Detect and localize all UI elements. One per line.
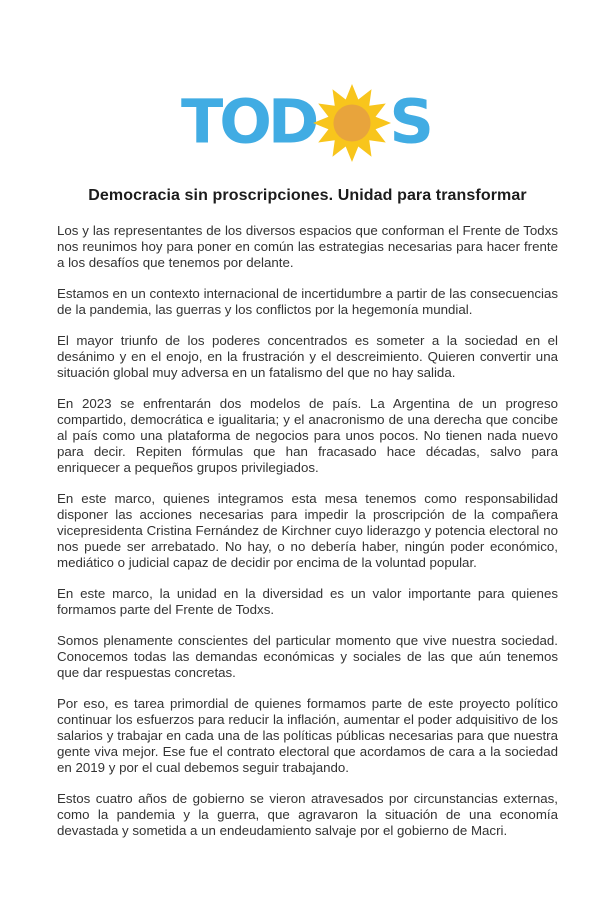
logo-text-after-sun: S bbox=[389, 85, 435, 158]
paragraph-6: En este marco, la unidad en la diversidad es un valor importante para quienes formamos parte del Frente de Todxs. bbox=[57, 586, 558, 617]
paragraph-2: Estamos en un contexto internacional de incertidumbre a partir de las consecuencias de la pandemia, las guerras y los conflictos por la hegemonía mundial. bbox=[57, 286, 558, 317]
paragraph-9: Estos cuatro años de gobierno se vieron atravesados por circunstancias externas, como la pandemia y la guerra, que agravaron la situación de una economía devastada y sometida a un endeudamiento salvaje por el gobierno de Macri. bbox=[57, 791, 558, 838]
paragraph-4: En 2023 se enfrentarán dos modelos de país. La Argentina de un progreso compartido, democrática e igualitaria; y el anacronismo de una derecha que concibe al país como una plataforma de negocios para unos pocos. No tienen nada nuevo para decir. Repiten fórmulas que han fracasado hace décadas, salvo para enriquecer a pequeños grupos privilegiados. bbox=[57, 396, 558, 475]
paragraph-3: El mayor triunfo de los poderes concentrados es someter a la sociedad en el desánimo y en el enojo, en la frustración y el descreimiento. Quieren convertir una situación global muy adversa en un fatalismo del que no hay salida. bbox=[57, 333, 558, 380]
paragraph-7: Somos plenamente conscientes del particular momento que vive nuestra sociedad. Conocemos todas las demandas económicas y sociales de las que aún tenemos que dar respuestas concretas. bbox=[57, 633, 558, 680]
paragraph-8: Por eso, es tarea primordial de quienes formamos parte de este proyecto político continuar los esfuerzos para reducir la inflación, aumentar el poder adquisitivo de los salarios y trabajar en cada una de las políticas públicas necesarias para que nuestra gente viva mejor. Ese fue el contrato electoral que acordamos de cara a la sociedad en 2019 y por el cual debemos seguir trabajando. bbox=[57, 696, 558, 775]
paragraph-5: En este marco, quienes integramos esta mesa tenemos como responsabilidad disponer las acciones necesarias para impedir la proscripción de la compañera vicepresidenta Cristina Fernández de Kirchner cuyo liderazgo y potencia electoral no nos puede ser arrebatado. No hay, o no debería haber, ningún poder económico, mediático o judicial capaz de decidir por encima de la voluntad popular. bbox=[57, 491, 558, 570]
todos-logo bbox=[0, 0, 615, 160]
document-body bbox=[57, 223, 558, 839]
paragraph-1: Los y las representantes de los diversos espacios que conforman el Frente de Todxs nos reunimos hoy para poner en común las estrategias necesarias para hacer frente a los desafíos que tenemos por delante. bbox=[57, 223, 558, 270]
document-title: Democracia sin proscripciones. Unidad para transformar bbox=[88, 187, 527, 204]
sun-icon bbox=[313, 84, 391, 162]
sun-center bbox=[334, 104, 371, 141]
logo-text-before-sun: TOD bbox=[180, 85, 316, 158]
